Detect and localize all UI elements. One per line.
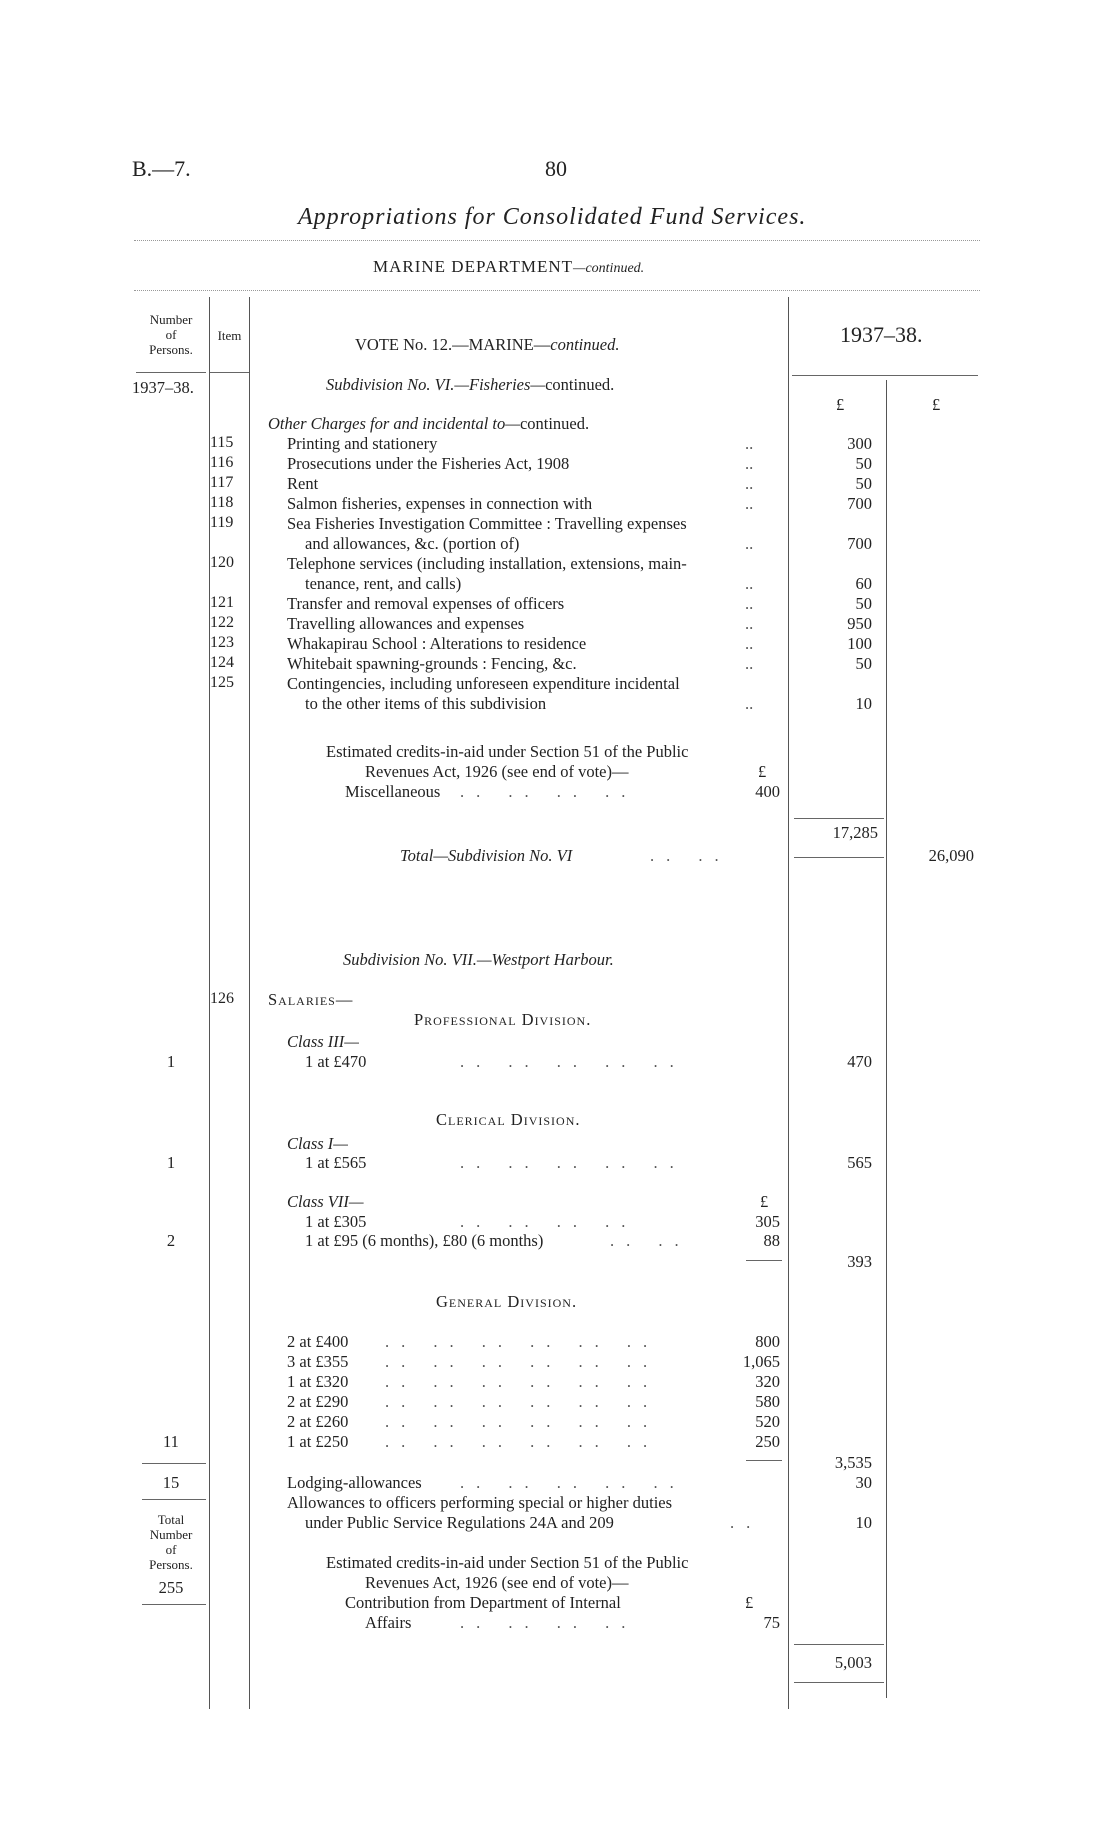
general-row-label: 1 at £320 xyxy=(287,1372,349,1391)
vi-subtotal: 17,285 xyxy=(832,823,878,842)
item-column-rule xyxy=(249,297,250,1709)
clerical-division-heading: Clerical Division. xyxy=(436,1110,581,1129)
item-description: Whakapirau School : Alterations to residence xyxy=(287,634,587,653)
page-reference: B.—7. xyxy=(132,156,191,181)
year-header-rule xyxy=(792,375,978,376)
general-row-leader: .. .. .. .. .. .. xyxy=(385,1432,660,1451)
vote-title xyxy=(355,335,619,355)
detail-column-rule xyxy=(788,297,789,1709)
vii-credits-amount: 75 xyxy=(763,1613,780,1632)
clerical-amount-1: 565 xyxy=(847,1153,872,1172)
persons-header-rule xyxy=(136,372,206,373)
item-header-rule xyxy=(210,372,249,373)
item-number: 115 xyxy=(210,434,234,451)
item-description-continued: to the other items of this subdivision xyxy=(305,694,547,713)
item-description: Transfer and removal expenses of officers xyxy=(287,594,565,613)
general-row-label: 2 at £400 xyxy=(287,1332,349,1351)
clerical-class-7: Class VII— xyxy=(287,1192,364,1211)
general-row-label: 2 at £260 xyxy=(287,1412,349,1431)
item-number: 124 xyxy=(210,654,234,671)
persons-header-line: Persons. xyxy=(149,342,193,357)
item-amount: 60 xyxy=(855,574,872,593)
vi-credits-leader: .. .. .. .. xyxy=(460,782,638,801)
other-charges-heading xyxy=(268,414,589,434)
general-row-amount: 800 xyxy=(755,1332,780,1351)
general-amount: 3,535 xyxy=(834,1453,872,1472)
prof-amount: 470 xyxy=(847,1052,872,1071)
item-leader: .. xyxy=(745,574,754,593)
item-amount: 50 xyxy=(855,474,872,493)
item-number: 121 xyxy=(210,594,234,611)
item-description: Salmon fisheries, expenses in connection with xyxy=(287,494,593,513)
clerical-sub-rule xyxy=(746,1260,782,1261)
page-number: 80 xyxy=(545,156,567,181)
other-charges-text: Other Charges for and incidental to— xyxy=(268,414,520,433)
item-description: Telephone services (including installation, extensions, main- xyxy=(287,554,687,573)
item-description-continued: and allowances, &c. (portion of) xyxy=(305,534,520,553)
vote-title-text: VOTE No. 12.—MARINE— xyxy=(355,335,551,354)
item-leader: .. xyxy=(745,614,754,633)
subdivision-vi-heading xyxy=(326,375,614,395)
persons-sum-bottom-rule xyxy=(142,1499,206,1500)
general-persons: 11 xyxy=(163,1432,179,1451)
vii-credits-line-2: Revenues Act, 1926 (see end of vote)— xyxy=(365,1573,629,1592)
clerical-persons-1: 1 xyxy=(166,1153,176,1172)
item-number: 123 xyxy=(210,634,234,651)
item-amount: 50 xyxy=(855,594,872,613)
prof-class: Class III— xyxy=(287,1032,359,1051)
item-number: 116 xyxy=(210,454,234,471)
item-leader: .. xyxy=(745,434,754,453)
clerical-class-1: Class I— xyxy=(287,1134,348,1153)
clerical-sub-3: 88 xyxy=(763,1231,780,1250)
general-row-amount: 520 xyxy=(755,1412,780,1431)
item-amount: 10 xyxy=(855,694,872,713)
vi-total-rule xyxy=(794,857,884,858)
subdivision-vi-heading-text: Subdivision No. VI.—Fisheries— xyxy=(326,375,546,394)
item-leader: .. xyxy=(745,654,754,673)
general-row-label: 2 at £290 xyxy=(287,1392,349,1411)
total-persons-line: of xyxy=(165,1542,177,1557)
total-persons-line: Total xyxy=(157,1512,185,1527)
item-number: 119 xyxy=(210,514,234,531)
general-row-leader: .. .. .. .. .. .. xyxy=(385,1412,660,1431)
persons-header-line: of xyxy=(165,327,177,342)
persons-year: 1937–38. xyxy=(132,378,194,397)
total-persons-line: Number xyxy=(149,1527,193,1542)
item-amount: 100 xyxy=(847,634,872,653)
grand-total-amount: 5,003 xyxy=(834,1653,872,1672)
salaries-heading: Salaries— xyxy=(268,990,354,1009)
item-description: Contingencies, including unforeseen expenditure incidental xyxy=(287,674,680,693)
item-number: 125 xyxy=(210,674,234,691)
item-amount: 700 xyxy=(847,494,872,513)
clerical-leader-1: .. .. .. .. .. xyxy=(460,1153,686,1172)
vote-title-suffix: continued. xyxy=(550,335,620,354)
item-description: Rent xyxy=(287,474,319,493)
general-division-heading: General Division. xyxy=(436,1292,578,1311)
item-description: Sea Fisheries Investigation Committee : Travelling expenses xyxy=(287,514,687,533)
item-leader: .. xyxy=(745,694,754,713)
item-amount: 300 xyxy=(847,434,872,453)
general-row-amount: 580 xyxy=(755,1392,780,1411)
item-leader: .. xyxy=(745,594,754,613)
clerical-pound: £ xyxy=(760,1192,769,1211)
general-row-label: 1 at £250 xyxy=(287,1432,349,1451)
item-description-continued: tenance, rent, and calls) xyxy=(305,574,462,593)
subdivision-vii-heading: Subdivision No. VII.—Westport Harbour. xyxy=(343,950,614,969)
item-leader: .. xyxy=(745,634,754,653)
general-row-leader: .. .. .. .. .. .. xyxy=(385,1392,660,1411)
page-title: Appropriations for Consolidated Fund Services. xyxy=(298,204,807,230)
vi-credits-item: Miscellaneous xyxy=(345,782,441,801)
item-description: Whitebait spawning-grounds : Fencing, &c. xyxy=(287,654,577,673)
vi-subtotal-rule xyxy=(794,818,884,819)
item-description: Prosecutions under the Fisheries Act, 1908 xyxy=(287,454,570,473)
clerical-persons-2: 2 xyxy=(166,1231,176,1250)
clerical-line-3: 1 at £95 (6 months), £80 (6 months) xyxy=(305,1231,544,1250)
vii-credits-line-1: Estimated credits-in-aid under Section 51 of the Public xyxy=(326,1553,689,1572)
item-column-header: Item xyxy=(217,328,242,343)
clerical-leader-2: .. .. .. .. xyxy=(460,1212,638,1231)
general-row-leader: .. .. .. .. .. .. xyxy=(385,1352,660,1371)
general-row-label: 3 at £355 xyxy=(287,1352,349,1371)
title-rule xyxy=(134,240,980,241)
allowances-leader: .. xyxy=(730,1513,763,1532)
item-number: 117 xyxy=(210,474,234,491)
clerical-line-2: 1 at £305 xyxy=(305,1212,367,1231)
lodging-leader: .. .. .. .. .. xyxy=(460,1473,686,1492)
vii-credits-line-3: Contribution from Department of Internal xyxy=(345,1593,621,1612)
general-sub-rule xyxy=(746,1460,782,1461)
grand-total-top-rule xyxy=(794,1644,884,1645)
item-description: Printing and stationery xyxy=(287,434,438,453)
item-number: 120 xyxy=(210,554,234,571)
allowances-line-1: Allowances to officers performing special or higher duties xyxy=(287,1493,673,1512)
prof-persons: 1 xyxy=(166,1052,176,1071)
item-amount: 950 xyxy=(847,614,872,633)
item-leader: .. xyxy=(745,454,754,473)
item-number: 118 xyxy=(210,494,234,511)
item-description: Travelling allowances and expenses xyxy=(287,614,525,633)
other-charges-suffix: continued. xyxy=(519,414,590,433)
pound-symbol-detail: £ xyxy=(836,395,845,414)
total-persons-value: 255 xyxy=(158,1578,184,1597)
item-leader: .. xyxy=(745,474,754,493)
total-persons-label xyxy=(136,1512,206,1572)
department-heading xyxy=(373,257,644,277)
vii-credits-pound: £ xyxy=(745,1593,754,1612)
lodging-amount: 30 xyxy=(855,1473,872,1492)
vi-credits-amount: 400 xyxy=(755,782,780,801)
department-suffix: —continued. xyxy=(573,261,645,276)
vi-credits-pound: £ xyxy=(758,762,767,781)
total-persons-rule xyxy=(142,1604,206,1605)
clerical-sub-2: 305 xyxy=(755,1212,780,1231)
allowances-line-2: under Public Service Regulations 24A and 209 xyxy=(305,1513,614,1532)
lodging-allowances: Lodging-allowances xyxy=(287,1473,422,1492)
department-rule xyxy=(134,290,980,291)
item-number: 126 xyxy=(210,990,234,1007)
total-persons-line: Persons. xyxy=(149,1557,193,1572)
general-row-amount: 250 xyxy=(755,1432,780,1451)
pound-symbol-total: £ xyxy=(932,395,941,414)
general-row-amount: 320 xyxy=(755,1372,780,1391)
prof-line: 1 at £470 xyxy=(305,1052,367,1071)
vi-total-leader: .. .. xyxy=(650,846,731,865)
general-row-leader: .. .. .. .. .. .. xyxy=(385,1332,660,1351)
department-name: MARINE DEPARTMENT xyxy=(373,257,573,276)
vii-credits-line-4: Affairs xyxy=(365,1613,412,1632)
persons-column-header xyxy=(136,312,206,357)
vi-credits-line-2: Revenues Act, 1926 (see end of vote)— xyxy=(365,762,629,781)
persons-sum-rule xyxy=(142,1463,206,1464)
allowances-amount: 10 xyxy=(855,1513,872,1532)
vi-total-amount: 26,090 xyxy=(928,846,974,865)
year-header: 1937–38. xyxy=(840,322,923,347)
vi-credits-line-1: Estimated credits-in-aid under Section 51 of the Public xyxy=(326,742,689,761)
clerical-line-1: 1 at £565 xyxy=(305,1153,367,1172)
item-leader: .. xyxy=(745,494,754,513)
item-leader: .. xyxy=(745,534,754,553)
general-row-amount: 1,065 xyxy=(742,1352,780,1371)
clerical-leader-3: .. .. xyxy=(610,1231,691,1250)
item-amount: 700 xyxy=(847,534,872,553)
grand-total-bottom-rule xyxy=(794,1682,884,1683)
general-row-leader: .. .. .. .. .. .. xyxy=(385,1372,660,1391)
item-number: 122 xyxy=(210,614,234,631)
item-amount: 50 xyxy=(855,454,872,473)
prof-leader: .. .. .. .. .. xyxy=(460,1052,686,1071)
persons-sum: 15 xyxy=(162,1473,180,1492)
clerical-amount-2: 393 xyxy=(847,1252,872,1271)
persons-header-line: Number xyxy=(149,312,193,327)
item-amount: 50 xyxy=(855,654,872,673)
subdivision-vi-heading-suffix: continued. xyxy=(545,375,615,394)
professional-division-heading: Professional Division. xyxy=(414,1010,592,1029)
vii-credits-leader: .. .. .. .. xyxy=(460,1613,638,1632)
amount-column-rule xyxy=(886,380,887,1698)
vi-total-label: Total—Subdivision No. VI xyxy=(400,846,573,865)
